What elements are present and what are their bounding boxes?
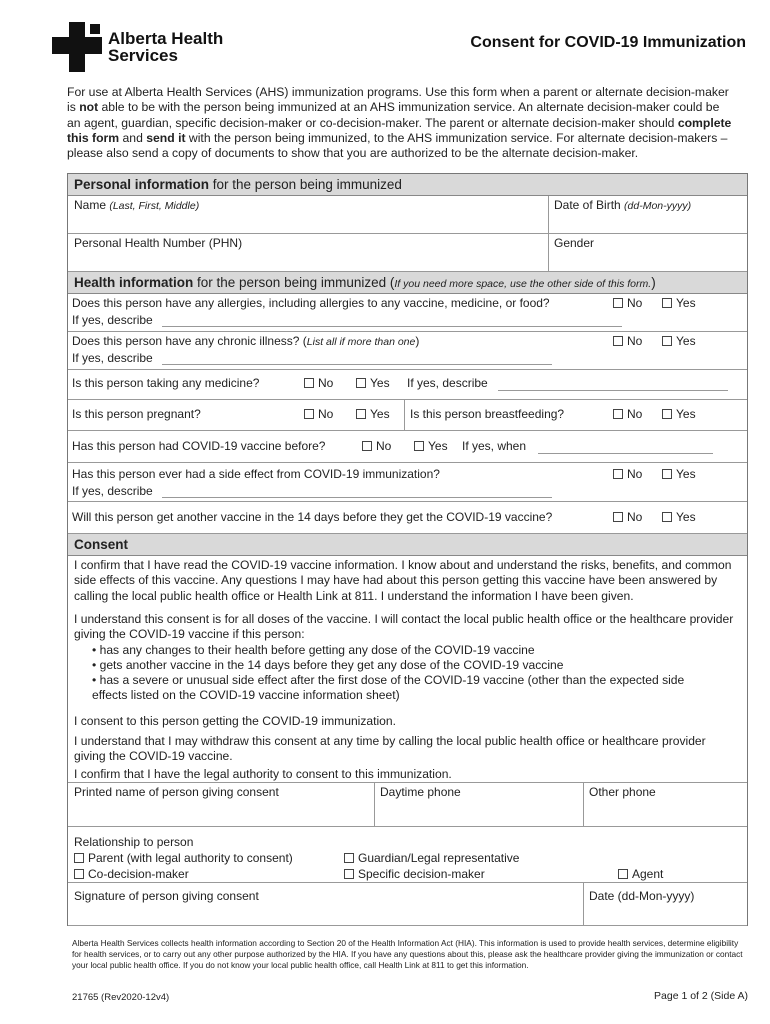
signature-field[interactable]: Signature of person giving consent <box>74 889 259 903</box>
another-vaccine-row: Will this person get another vaccine in the 14 days before they get the COVID-19 vaccine? No Yes <box>68 502 747 534</box>
chronic-no-checkbox[interactable]: No <box>613 334 642 348</box>
covid-before-no-checkbox[interactable]: No <box>362 439 391 453</box>
page-title: Consent for COVID-19 Immunization <box>470 34 746 51</box>
medicine-row: Is this person taking any medicine? No Yes If yes, describe <box>68 370 747 400</box>
page-number: Page 1 of 2 (Side A) <box>654 990 748 1002</box>
side-effect-no-checkbox[interactable]: No <box>613 467 642 481</box>
covid-before-yes-checkbox[interactable]: Yes <box>414 439 448 453</box>
privacy-notice: Alberta Health Services collects health information according to Section 20 of the Health Information Act (HIA). This information is used to provide health services, determine eligibility for health services, or to carry out any other purpose authorized by the HIA. If you have any questions about this, please ask the healthcare provider giving the immunization or contact your local public health office. If you do not know your local public health office, call Health Link at 811 to get this information. <box>72 938 743 970</box>
personal-info-heading: Personal information for the person being immunized <box>68 174 747 196</box>
another-vaccine-no-checkbox[interactable]: No <box>613 510 642 524</box>
chronic-row: Does this person have any chronic illness? (List all if more than one) No Yes If yes, describe <box>68 332 747 370</box>
allergies-no-checkbox[interactable]: No <box>613 296 642 310</box>
other-phone-field[interactable]: Other phone <box>589 785 656 799</box>
another-vaccine-yes-checkbox[interactable]: Yes <box>662 510 696 524</box>
covid-when-input[interactable] <box>538 453 713 454</box>
medicine-describe-input[interactable] <box>498 390 728 391</box>
side-effect-row: Has this person ever had a side effect from COVID-19 immunization? No Yes If yes, describe <box>68 463 747 502</box>
pregnant-no-checkbox[interactable]: No <box>304 407 333 421</box>
breastfeeding-no-checkbox[interactable]: No <box>613 407 642 421</box>
intro-paragraph: For use at Alberta Health Services (AHS) immunization programs. Use this form when a parent or alternate decision-maker is not able to be with the person being immunized at an AHS immunization service. An alternate decision-maker could be an agent, guardian, specific decision-maker or co-decision-maker. The parent or alternate decision-maker should complete this form and send it with the person being immunized, to the AHS immunization service. For alternate decision-makers – please also send a copy of documents to show that you are authorized to be the alternate decision-maker. <box>67 85 732 161</box>
breastfeeding-yes-checkbox[interactable]: Yes <box>662 407 696 421</box>
co-decision-maker-checkbox[interactable]: Co-decision-maker <box>74 867 189 881</box>
name-field[interactable]: Name (Last, First, Middle) <box>74 198 200 212</box>
consent-text: I confirm that I have read the COVID-19 vaccine information. I know about and understand the risks, benefits, and common side effects of this vaccine. Any questions I may have had about this person getting this vaccine have been answered by calling the local public health office or Health Link at 811. I understand the information I have been given. I understand this consent is for all doses of the vaccine. I will contact the local public health office or the healthcare provider giving the COVID-19 vaccine if this person: • has any changes to their health before getting any dose of the COVID-19 vaccine • gets another vaccine in the 14 days before they get any dose of the COVID-19 vaccine • has a severe or unusual side effect after the first dose of the COVID-19 vaccine (other than the expected side effects listed on the COVID-19 vaccine information sheet) I consent to this person getting the COVID-19 immunization. I understand that I may withdraw this consent at any time by calling the local public health office or healthcare provider giving the COVID-19 vaccine. I confirm that I have the legal authority to consent to this immunization. <box>68 556 747 782</box>
allergies-row: Does this person have any allergies, including allergies to any vaccine, medicine, or food? No Yes If yes, describe <box>68 294 747 332</box>
agent-checkbox[interactable]: Agent <box>618 867 663 881</box>
parent-checkbox[interactable]: Parent (with legal authority to consent) <box>74 851 293 865</box>
medicine-yes-checkbox[interactable]: Yes <box>356 376 390 390</box>
dob-field[interactable]: Date of Birth (dd-Mon-yyyy) <box>554 198 692 212</box>
name-dob-row <box>68 196 747 234</box>
consent-heading: Consent <box>68 534 747 556</box>
signature-row <box>68 883 747 926</box>
consent-bullet: • gets another vaccine in the 14 days before they get any dose of the COVID-19 vaccine <box>92 658 739 673</box>
allergies-yes-checkbox[interactable]: Yes <box>662 296 696 310</box>
health-info-heading: Health information for the person being immunized (If you need more space, use the other side of this form.) <box>68 272 747 294</box>
org-name: Alberta Health Services <box>108 29 224 65</box>
consent-form <box>67 173 748 926</box>
chronic-describe-input[interactable] <box>162 364 552 365</box>
daytime-phone-field[interactable]: Daytime phone <box>380 785 461 799</box>
consent-bullet: • has a severe or unusual side effect after the first dose of the COVID-19 vaccine (other than the expected side effects listed on the COVID-19 vaccine information sheet) <box>92 673 739 704</box>
side-effect-yes-checkbox[interactable]: Yes <box>662 467 696 481</box>
side-effect-describe-input[interactable] <box>162 497 552 498</box>
relationship-row: Relationship to person Parent (with legal authority to consent) Guardian/Legal representative Co-decision-maker Specific decision-maker Agent <box>68 827 747 883</box>
phn-field[interactable]: Personal Health Number (PHN) <box>74 236 243 250</box>
ahs-logo-icon <box>52 22 102 72</box>
medicine-no-checkbox[interactable]: No <box>304 376 333 390</box>
guardian-checkbox[interactable]: Guardian/Legal representative <box>344 851 519 865</box>
printed-name-field[interactable]: Printed name of person giving consent <box>74 785 279 799</box>
phn-gender-row <box>68 234 747 272</box>
chronic-yes-checkbox[interactable]: Yes <box>662 334 696 348</box>
specific-decision-maker-checkbox[interactable]: Specific decision-maker <box>344 867 485 881</box>
covid-before-row: Has this person had COVID-19 vaccine before? No Yes If yes, when <box>68 431 747 463</box>
date-field[interactable]: Date (dd-Mon-yyyy) <box>589 889 695 903</box>
pregnancy-row: Is this person pregnant? No Yes Is this person breastfeeding? No Yes <box>68 400 747 431</box>
pregnant-yes-checkbox[interactable]: Yes <box>356 407 390 421</box>
allergies-describe-input[interactable] <box>162 326 622 327</box>
gender-field[interactable]: Gender <box>554 236 595 250</box>
contact-row <box>68 782 747 827</box>
consent-bullet: • has any changes to their health before getting any dose of the COVID-19 vaccine <box>92 643 739 658</box>
form-code: 21765 (Rev2020-12v4) <box>72 992 170 1003</box>
